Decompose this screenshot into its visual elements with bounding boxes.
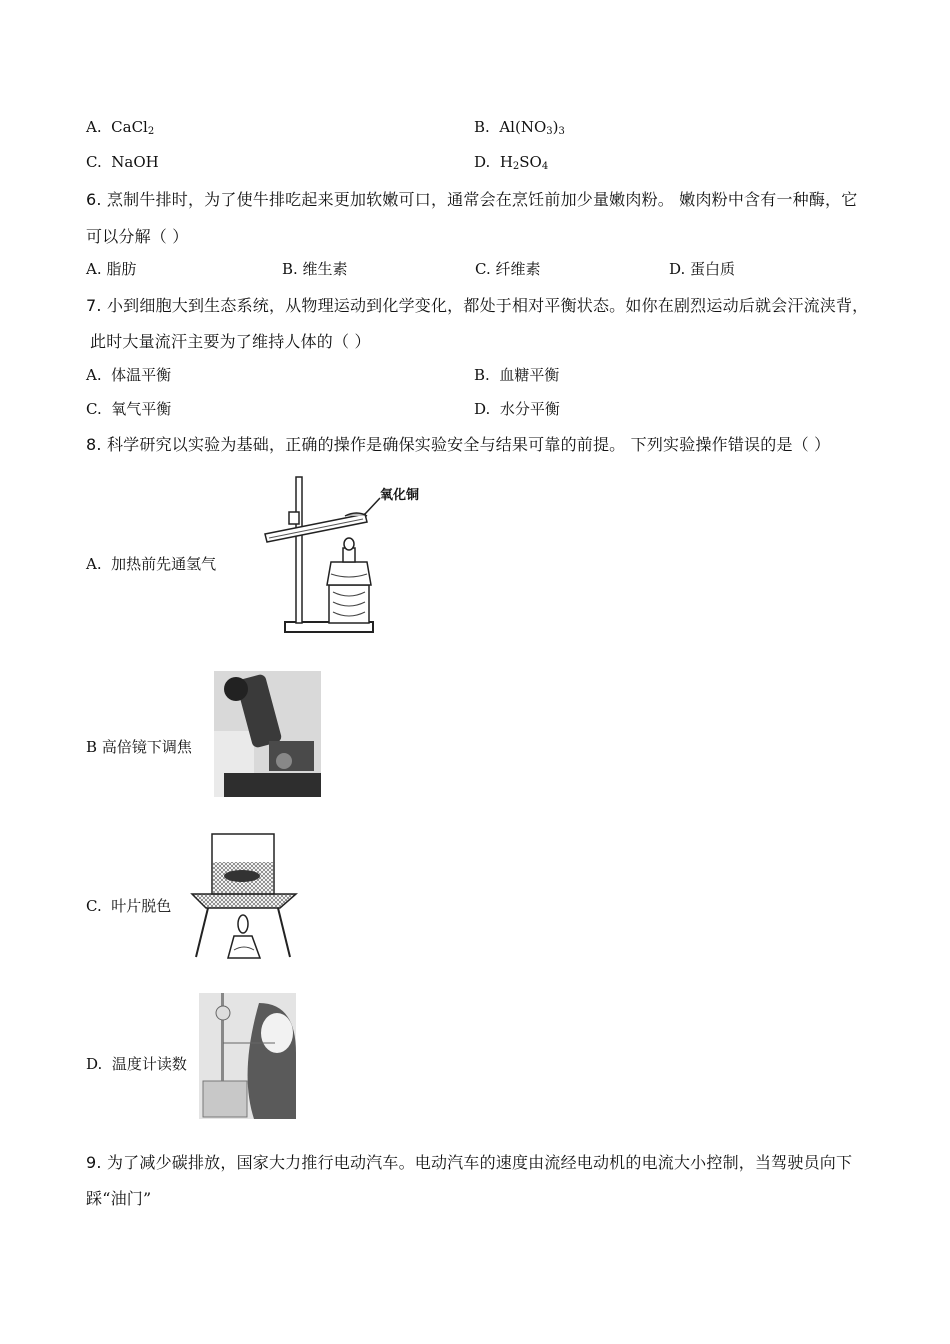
copper-oxide-powder — [345, 513, 367, 516]
q8-option-d — [86, 1053, 187, 1074]
option-text: 温度计读数 — [111, 1055, 187, 1073]
wooden-block — [329, 585, 369, 623]
q5-option-c — [86, 153, 159, 171]
subscript: 2 — [512, 161, 520, 172]
q8-option-c — [86, 895, 171, 916]
q8-option-a — [86, 553, 216, 574]
stand-rod — [296, 477, 302, 623]
q6-stem-line2: 可以分解（ ） — [86, 227, 189, 246]
question-number: 8. — [86, 435, 102, 454]
clamp — [289, 512, 299, 524]
option-text: 叶片脱色 — [111, 897, 172, 915]
q8-stem — [86, 432, 830, 455]
question-text: 为了减少碳排放，国家大力推行电动汽车。电动汽车的速度由流经电动机的电流大小控制，当驾驶员向下 — [106, 1153, 853, 1172]
question-text: 烹制牛排时，为了使牛排吃起来更加软嫩可口，通常会在烹饪前加少量嫩肉粉。 嫩肉粉中含有一种酶，它 — [106, 190, 858, 209]
question-number: 7. — [86, 296, 102, 315]
eyepiece — [224, 677, 248, 701]
flame — [344, 538, 354, 550]
q8-option-b — [86, 736, 192, 757]
option-text: 氧气平衡 — [111, 400, 172, 418]
heating-apparatus-figure — [245, 472, 445, 642]
q5-option-a — [86, 118, 154, 137]
wire-gauze — [192, 894, 296, 908]
leaf — [224, 870, 260, 882]
option-letter: C. — [86, 897, 102, 915]
beaker — [203, 1081, 247, 1117]
q7-option-a — [86, 364, 171, 385]
option-text: H — [499, 153, 513, 171]
thermometer-photo — [199, 993, 296, 1119]
alcohol-lamp — [327, 562, 371, 585]
option-letter: B. — [474, 118, 490, 136]
figure-label-copper-oxide: 氧化铜 — [380, 488, 420, 503]
subscript: 3 — [546, 126, 553, 137]
flame — [238, 915, 248, 933]
microscope-base — [224, 773, 321, 797]
q7-stem-line1 — [86, 293, 868, 316]
q7-option-d — [474, 398, 560, 419]
option-letter: A. — [86, 118, 102, 136]
microscope-stage — [269, 741, 314, 771]
subscript: 2 — [147, 126, 155, 137]
subscript: 3 — [558, 126, 565, 137]
focus-knob — [276, 753, 292, 769]
q9-stem-line2: 踩“油门” — [86, 1189, 152, 1208]
option-letter: B — [86, 738, 98, 756]
q7-option-c — [86, 398, 171, 419]
q6-option-c: C. 纤维素 — [475, 260, 541, 278]
option-letter: A. — [86, 555, 102, 573]
option-letter: D. — [474, 153, 491, 171]
tripod-leg — [278, 908, 290, 957]
q6-option-a: A. 脂肪 — [86, 260, 137, 278]
option-letter: C. — [86, 400, 102, 418]
q6-option-d: D. 蛋白质 — [669, 260, 736, 278]
tube-inner-line — [269, 519, 363, 538]
option-text: CaCl — [111, 118, 148, 136]
option-text: SO — [519, 153, 542, 171]
option-letter: D. — [86, 1055, 103, 1073]
option-text: 体温平衡 — [111, 366, 172, 384]
tripod-leg — [196, 908, 208, 957]
question-number: 6. — [86, 190, 102, 209]
question-text: 科学研究以实验为基础，正确的操作是确保实验安全与结果可靠的前提。 下列实验操作错误的是（ ） — [106, 435, 831, 454]
q7-option-b — [474, 364, 559, 385]
microscope-photo — [214, 671, 321, 797]
label-pointer — [365, 498, 380, 514]
option-text: ) — [552, 118, 559, 136]
question-text: 小到细胞大到生态系统，从物理运动到化学变化，都处于相对平衡状态。如你在剧烈运动后就会汗流浃背， — [106, 296, 869, 315]
option-letter: C. — [86, 153, 102, 171]
student-face — [261, 1013, 293, 1053]
q6-stem-line1 — [86, 187, 857, 210]
subscript: 4 — [541, 161, 549, 172]
option-letter: B. — [474, 366, 490, 384]
option-text: 加热前先通氢气 — [111, 555, 217, 573]
question-number: 9. — [86, 1153, 102, 1172]
option-text: 水分平衡 — [499, 400, 560, 418]
q6-option-b: B. 维生素 — [282, 260, 348, 278]
q5-option-d — [474, 153, 548, 172]
option-text: Al(NO — [499, 118, 547, 136]
hand — [216, 1006, 230, 1020]
q7-stem-line2: 此时大量流汗主要为了维持人体的（ ） — [90, 332, 371, 351]
option-text: NaOH — [111, 153, 159, 171]
option-text: 血糖平衡 — [499, 366, 560, 384]
option-letter: D. — [474, 400, 491, 418]
q9-stem-line1 — [86, 1150, 852, 1173]
option-letter: A. — [86, 366, 102, 384]
option-text: 高倍镜下调焦 — [101, 738, 192, 756]
q5-option-b — [474, 118, 565, 137]
leaf-decoloring-figure — [190, 832, 300, 960]
